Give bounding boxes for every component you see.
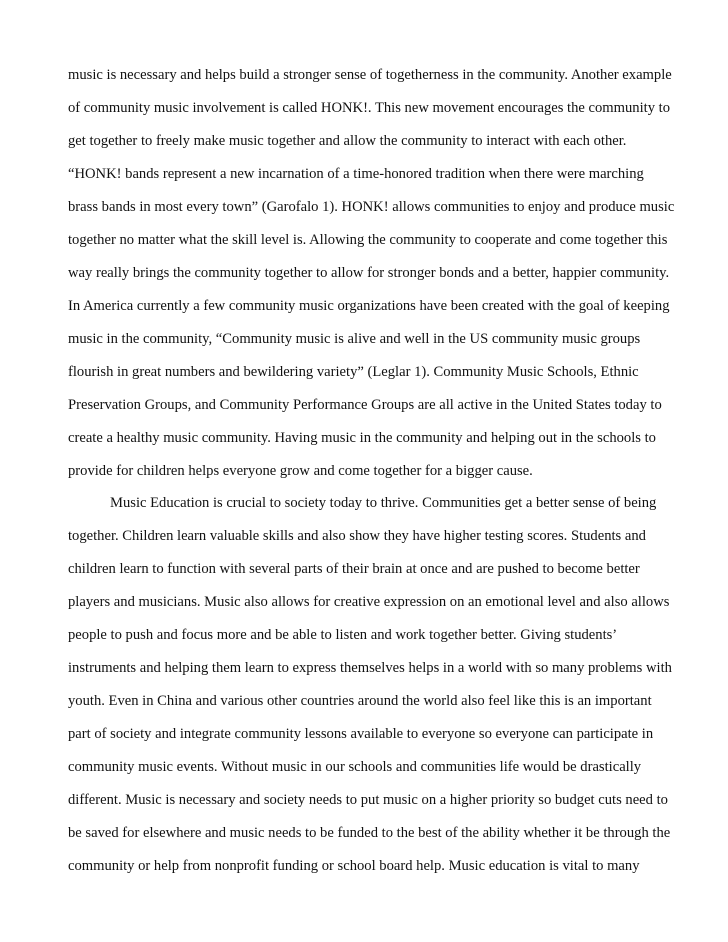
text-line: players and musicians. Music also allows for creative expression on an emotional level and also allows — [68, 594, 670, 610]
text-line: brass bands in most every town” (Garofalo 1). HONK! allows communities to enjoy and produce music — [68, 199, 675, 215]
text-line: part of society and integrate community lessons available to everyone so everyone can participate in — [68, 726, 654, 742]
paragraph-first-line: Music Education is crucial to society today to thrive. Communities get a better sense of being — [110, 495, 657, 511]
text-line: “HONK! bands represent a new incarnation of a time-honored tradition when there were marching — [68, 166, 644, 182]
text-line: create a healthy music community. Having music in the community and helping out in the schools to — [68, 430, 656, 446]
text-line: of community music involvement is called HONK!. This new movement encourages the community to — [68, 100, 671, 116]
text-line: be saved for elsewhere and music needs to be funded to the best of the ability whether it be through the — [68, 825, 671, 841]
text-line: Preservation Groups, and Community Performance Groups are all active in the United States today to — [68, 397, 662, 413]
text-line: way really brings the community together to allow for stronger bonds and a better, happier community. — [68, 265, 670, 281]
text-line: community or help from nonprofit funding or school board help. Music education is vital to many — [68, 858, 640, 874]
text-line: together no matter what the skill level is. Allowing the community to cooperate and come together this — [68, 232, 668, 248]
text-line: together. Children learn valuable skills and also show they have higher testing scores. Students and — [68, 528, 646, 544]
text-line: flourish in great numbers and bewildering variety” (Leglar 1). Community Music Schools, Ethnic — [68, 364, 639, 380]
text-line: music is necessary and helps build a stronger sense of togetherness in the community. Another example — [68, 67, 672, 83]
text-line: youth. Even in China and various other countries around the world also feel like this is an important — [68, 693, 652, 709]
text-line: different. Music is necessary and society needs to put music on a higher priority so budget cuts need to — [68, 792, 668, 808]
text-line: get together to freely make music together and allow the community to interact with each other. — [68, 133, 627, 149]
text-line: children learn to function with several parts of their brain at once and are pushed to become better — [68, 561, 640, 577]
text-line: community music events. Without music in our schools and communities life would be drastically — [68, 759, 642, 775]
text-line: music in the community, “Community music is alive and well in the US community music groups — [68, 331, 641, 347]
text-line: provide for children helps everyone grow and come together for a bigger cause. — [68, 463, 533, 479]
text-line: In America currently a few community music organizations have been created with the goal of keeping — [68, 298, 670, 314]
text-line: instruments and helping them learn to express themselves helps in a world with so many problems with — [68, 660, 672, 676]
text-line: people to push and focus more and be able to listen and work together better. Giving students’ — [68, 627, 618, 643]
